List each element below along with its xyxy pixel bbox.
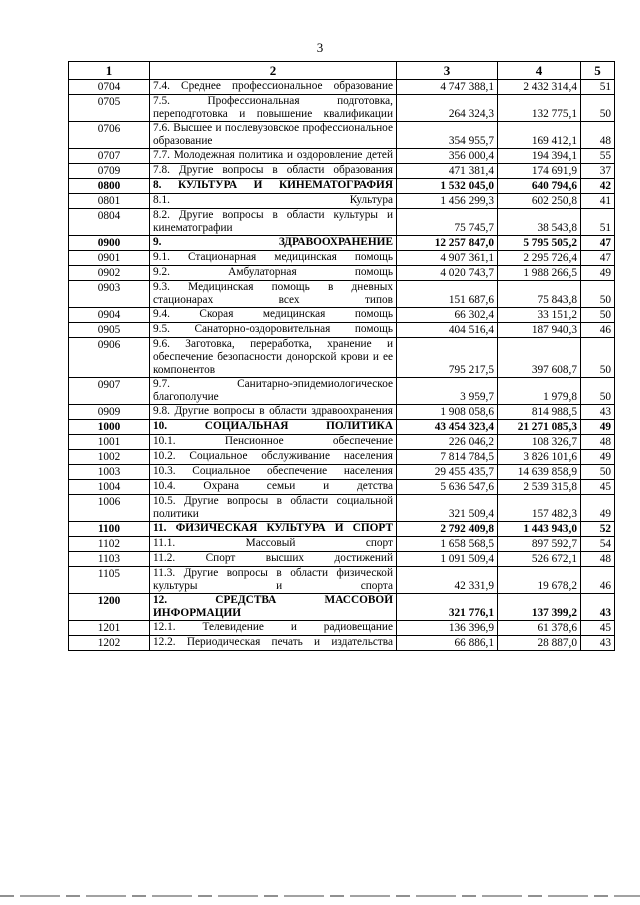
- cell-plan: 42 331,9: [397, 567, 498, 594]
- scan-edge-line: [0, 895, 640, 897]
- cell-actual: 2 432 314,4: [498, 80, 581, 95]
- cell-percent: 48: [581, 122, 615, 149]
- cell-actual: 602 250,8: [498, 194, 581, 209]
- table-row: [69, 495, 615, 522]
- cell-plan: 1 658 568,5: [397, 537, 498, 552]
- cell-code: 1201: [69, 621, 150, 636]
- cell-percent: 43: [581, 594, 615, 621]
- header-col-2: 2: [150, 62, 397, 80]
- cell-percent: 37: [581, 164, 615, 179]
- cell-percent: 50: [581, 378, 615, 405]
- table-row: [69, 266, 615, 281]
- cell-actual: 38 543,8: [498, 209, 581, 236]
- table-row: [69, 537, 615, 552]
- cell-percent: 43: [581, 636, 615, 651]
- cell-code: 1003: [69, 465, 150, 480]
- header-col-3: 3: [397, 62, 498, 80]
- cell-code: 1105: [69, 567, 150, 594]
- cell-plan: 2 792 409,8: [397, 522, 498, 537]
- cell-code: 0904: [69, 308, 150, 323]
- cell-name: 9.1. Стационарная медицинская помощь: [150, 251, 397, 266]
- cell-plan: 1 908 058,6: [397, 405, 498, 420]
- cell-percent: 54: [581, 537, 615, 552]
- cell-name: 9.2. Амбулаторная помощь: [150, 266, 397, 281]
- cell-name: 12.2. Периодическая печать и издательства: [150, 636, 397, 651]
- cell-percent: 45: [581, 621, 615, 636]
- cell-code: 1202: [69, 636, 150, 651]
- cell-plan: 4 020 743,7: [397, 266, 498, 281]
- cell-code: 1004: [69, 480, 150, 495]
- cell-plan: 5 636 547,6: [397, 480, 498, 495]
- cell-plan: 29 455 435,7: [397, 465, 498, 480]
- table-row: [69, 621, 615, 636]
- table-row: [69, 95, 615, 122]
- cell-actual: 397 608,7: [498, 338, 581, 378]
- cell-code: 1000: [69, 420, 150, 435]
- cell-percent: 50: [581, 95, 615, 122]
- cell-code: 0903: [69, 281, 150, 308]
- cell-actual: 897 592,7: [498, 537, 581, 552]
- section-row: [69, 522, 615, 537]
- cell-name: 10.3. Социальное обеспечение населения: [150, 465, 397, 480]
- cell-name: 12. СРЕДСТВА МАССОВОЙ ИНФОРМАЦИИ: [150, 594, 397, 621]
- cell-plan: 1 532 045,0: [397, 179, 498, 194]
- cell-code: 0907: [69, 378, 150, 405]
- table-row: [69, 80, 615, 95]
- cell-plan: 75 745,7: [397, 209, 498, 236]
- page-number: 3: [316, 40, 324, 55]
- table-row: [69, 378, 615, 405]
- cell-plan: 151 687,6: [397, 281, 498, 308]
- cell-name: 11.2. Спорт высших достижений: [150, 552, 397, 567]
- cell-plan: 7 814 784,5: [397, 450, 498, 465]
- cell-plan: 3 959,7: [397, 378, 498, 405]
- cell-actual: 174 691,9: [498, 164, 581, 179]
- cell-percent: 45: [581, 480, 615, 495]
- table-header-row: [69, 62, 615, 80]
- cell-code: 0900: [69, 236, 150, 251]
- table-row: [69, 209, 615, 236]
- cell-actual: 33 151,2: [498, 308, 581, 323]
- cell-actual: 61 378,6: [498, 621, 581, 636]
- cell-name: 12.1. Телевидение и радиовещание: [150, 621, 397, 636]
- cell-actual: 28 887,0: [498, 636, 581, 651]
- cell-percent: 51: [581, 209, 615, 236]
- cell-percent: 48: [581, 552, 615, 567]
- cell-actual: 194 394,1: [498, 149, 581, 164]
- cell-actual: 2 539 315,8: [498, 480, 581, 495]
- cell-name: 9. ЗДРАВООХРАНЕНИЕ: [150, 236, 397, 251]
- cell-name: 9.7. Санитарно-эпидемиологическое благополучие: [150, 378, 397, 405]
- cell-plan: 1 091 509,4: [397, 552, 498, 567]
- cell-actual: 814 988,5: [498, 405, 581, 420]
- table-row: [69, 552, 615, 567]
- table-row: [69, 465, 615, 480]
- cell-name: 9.6. Заготовка, переработка, хранение и обеспечение безопасности донорской крови и ее компонентов: [150, 338, 397, 378]
- cell-name: 7.5. Профессиональная подготовка, переподготовка и повышение квалификации: [150, 95, 397, 122]
- cell-actual: 108 326,7: [498, 435, 581, 450]
- cell-actual: 169 412,1: [498, 122, 581, 149]
- cell-code: 1002: [69, 450, 150, 465]
- table-row: [69, 323, 615, 338]
- cell-percent: 50: [581, 465, 615, 480]
- cell-percent: 51: [581, 80, 615, 95]
- cell-code: 0902: [69, 266, 150, 281]
- cell-plan: 226 046,2: [397, 435, 498, 450]
- cell-plan: 1 456 299,3: [397, 194, 498, 209]
- cell-percent: 48: [581, 435, 615, 450]
- table-row: [69, 435, 615, 450]
- table-row: [69, 308, 615, 323]
- cell-actual: 187 940,3: [498, 323, 581, 338]
- cell-name: 7.4. Среднее профессиональное образование: [150, 80, 397, 95]
- cell-plan: 356 000,4: [397, 149, 498, 164]
- table-row: [69, 149, 615, 164]
- table-row: [69, 338, 615, 378]
- cell-code: 0705: [69, 95, 150, 122]
- cell-name: 8.1. Культура: [150, 194, 397, 209]
- cell-plan: 354 955,7: [397, 122, 498, 149]
- cell-plan: 264 324,3: [397, 95, 498, 122]
- cell-code: 1100: [69, 522, 150, 537]
- cell-percent: 49: [581, 450, 615, 465]
- cell-code: 0804: [69, 209, 150, 236]
- cell-percent: 49: [581, 495, 615, 522]
- cell-actual: 157 482,3: [498, 495, 581, 522]
- cell-percent: 50: [581, 281, 615, 308]
- cell-name: 7.7. Молодежная политика и оздоровление детей: [150, 149, 397, 164]
- cell-actual: 2 295 726,4: [498, 251, 581, 266]
- cell-name: 8.2. Другие вопросы в области культуры и кинематографии: [150, 209, 397, 236]
- cell-actual: 1 979,8: [498, 378, 581, 405]
- section-row: [69, 179, 615, 194]
- cell-percent: 50: [581, 338, 615, 378]
- cell-percent: 43: [581, 405, 615, 420]
- cell-name: 10.4. Охрана семьи и детства: [150, 480, 397, 495]
- cell-actual: 14 639 858,9: [498, 465, 581, 480]
- cell-actual: 132 775,1: [498, 95, 581, 122]
- cell-code: 0905: [69, 323, 150, 338]
- cell-plan: 43 454 323,4: [397, 420, 498, 435]
- cell-actual: 75 843,8: [498, 281, 581, 308]
- cell-name: 9.3. Медицинская помощь в дневных стационарах всех типов: [150, 281, 397, 308]
- cell-actual: 640 794,6: [498, 179, 581, 194]
- section-row: [69, 420, 615, 435]
- cell-percent: 50: [581, 308, 615, 323]
- cell-name: 11.3. Другие вопросы в области физической культуры и спорта: [150, 567, 397, 594]
- cell-code: 0906: [69, 338, 150, 378]
- cell-percent: 46: [581, 323, 615, 338]
- cell-plan: 4 907 361,1: [397, 251, 498, 266]
- cell-code: 0800: [69, 179, 150, 194]
- cell-code: 0707: [69, 149, 150, 164]
- cell-name: 10.2. Социальное обслуживание населения: [150, 450, 397, 465]
- table-row: [69, 480, 615, 495]
- cell-code: 1103: [69, 552, 150, 567]
- cell-code: 0706: [69, 122, 150, 149]
- section-row: [69, 236, 615, 251]
- cell-percent: 42: [581, 179, 615, 194]
- table-row: [69, 636, 615, 651]
- cell-actual: 19 678,2: [498, 567, 581, 594]
- table-row: [69, 122, 615, 149]
- cell-actual: 1 988 266,5: [498, 266, 581, 281]
- table-row: [69, 567, 615, 594]
- cell-percent: 52: [581, 522, 615, 537]
- cell-code: 1006: [69, 495, 150, 522]
- cell-name: 10.1. Пенсионное обеспечение: [150, 435, 397, 450]
- cell-name: 9.5. Санаторно-оздоровительная помощь: [150, 323, 397, 338]
- header-col-5: 5: [581, 62, 615, 80]
- table-body: [69, 80, 615, 651]
- cell-percent: 47: [581, 236, 615, 251]
- cell-plan: 795 217,5: [397, 338, 498, 378]
- cell-percent: 41: [581, 194, 615, 209]
- cell-name: 10. СОЦИАЛЬНАЯ ПОЛИТИКА: [150, 420, 397, 435]
- table-row: [69, 164, 615, 179]
- cell-plan: 66 302,4: [397, 308, 498, 323]
- budget-table: [68, 61, 615, 651]
- section-row: [69, 594, 615, 621]
- cell-name: 9.4. Скорая медицинская помощь: [150, 308, 397, 323]
- cell-percent: 55: [581, 149, 615, 164]
- cell-actual: 137 399,2: [498, 594, 581, 621]
- cell-plan: 321 509,4: [397, 495, 498, 522]
- table-row: [69, 194, 615, 209]
- cell-name: 10.5. Другие вопросы в области социальной политики: [150, 495, 397, 522]
- cell-code: 1200: [69, 594, 150, 621]
- cell-name: 7.6. Высшее и послевузовское профессиональное образование: [150, 122, 397, 149]
- table-row: [69, 450, 615, 465]
- cell-plan: 4 747 388,1: [397, 80, 498, 95]
- cell-plan: 404 516,4: [397, 323, 498, 338]
- cell-code: 0909: [69, 405, 150, 420]
- cell-plan: 471 381,4: [397, 164, 498, 179]
- cell-name: 9.8. Другие вопросы в области здравоохранения: [150, 405, 397, 420]
- table-row: [69, 281, 615, 308]
- header-col-4: 4: [498, 62, 581, 80]
- cell-name: 11.1. Массовый спорт: [150, 537, 397, 552]
- cell-plan: 136 396,9: [397, 621, 498, 636]
- cell-code: 0901: [69, 251, 150, 266]
- cell-actual: 21 271 085,3: [498, 420, 581, 435]
- cell-percent: 49: [581, 420, 615, 435]
- cell-actual: 5 795 505,2: [498, 236, 581, 251]
- table-row: [69, 251, 615, 266]
- table-row: [69, 405, 615, 420]
- cell-plan: 66 886,1: [397, 636, 498, 651]
- cell-code: 0801: [69, 194, 150, 209]
- cell-name: 8. КУЛЬТУРА И КИНЕМАТОГРАФИЯ: [150, 179, 397, 194]
- cell-plan: 321 776,1: [397, 594, 498, 621]
- cell-code: 0709: [69, 164, 150, 179]
- cell-actual: 1 443 943,0: [498, 522, 581, 537]
- cell-code: 0704: [69, 80, 150, 95]
- cell-actual: 3 826 101,6: [498, 450, 581, 465]
- header-col-1: 1: [69, 62, 150, 80]
- cell-plan: 12 257 847,0: [397, 236, 498, 251]
- cell-percent: 49: [581, 266, 615, 281]
- cell-name: 7.8. Другие вопросы в области образования: [150, 164, 397, 179]
- cell-code: 1001: [69, 435, 150, 450]
- cell-code: 1102: [69, 537, 150, 552]
- cell-actual: 526 672,1: [498, 552, 581, 567]
- cell-percent: 47: [581, 251, 615, 266]
- cell-name: 11. ФИЗИЧЕСКАЯ КУЛЬТУРА И СПОРТ: [150, 522, 397, 537]
- cell-percent: 46: [581, 567, 615, 594]
